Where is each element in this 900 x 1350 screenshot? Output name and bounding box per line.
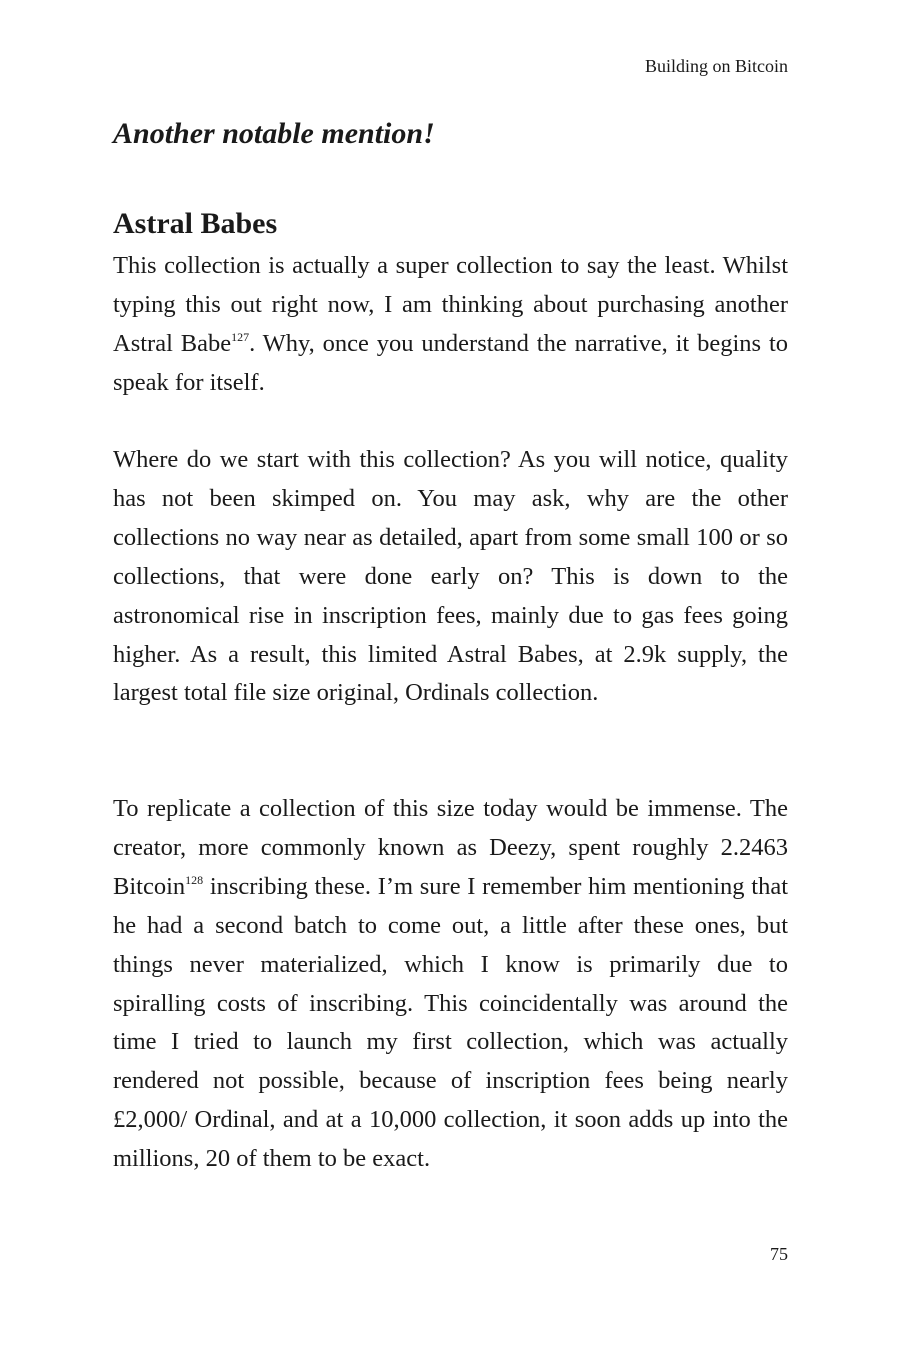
section-title: Astral Babes (113, 207, 278, 240)
paragraph-3-text-a: To replicate a collection of this size today would be immense. The creator, more commonly known as Deezy, spent roughly 2.2463 Bitcoin (113, 795, 788, 900)
footnote-marker-127: 127 (231, 329, 250, 344)
running-header: Building on Bitcoin (644, 56, 788, 76)
paragraph-1-text-b: . Why, once you understand the narrative, it begins to speak for itself. (113, 329, 788, 396)
paragraph-1-text-a: This collection is actually a super collection to say the least. Whilst typing this out right now, I am thinking about purchasing another Astral Babe (113, 252, 788, 357)
footnote-marker-128: 128 (185, 872, 204, 887)
paragraph-1 (113, 247, 788, 403)
paragraph-3-text-b: inscribing these. I’m sure I remember him mentioning that he had a second batch to come out, a little after these ones, but things never materialized, which I know is primarily due to spiralling costs of inscribing. This coincidentally was around the time I tried to launch my first collection, which was actually rendered not possible, because of inscription fees being nearly £2,000/ Ordinal, and at a 10,000 collection, it soon adds up into the millions, 20 of them to be exact. (113, 872, 788, 1173)
page-number: 75 (770, 1244, 788, 1264)
intro-heading: Another notable mention! (113, 117, 435, 150)
paragraph-2: Where do we start with this collection? As you will notice, quality has not been skimped on. You may ask, why are the other collections no way near as detailed, apart from some small 100 or so collections, that were done early on? This is down to the astronomical rise in inscription fees, mainly due to gas fees going higher. As a result, this limited Astral Babes, at 2.9k supply, the largest total file size original, Ordinals collection. (113, 446, 788, 707)
paragraph-3 (113, 790, 788, 1179)
